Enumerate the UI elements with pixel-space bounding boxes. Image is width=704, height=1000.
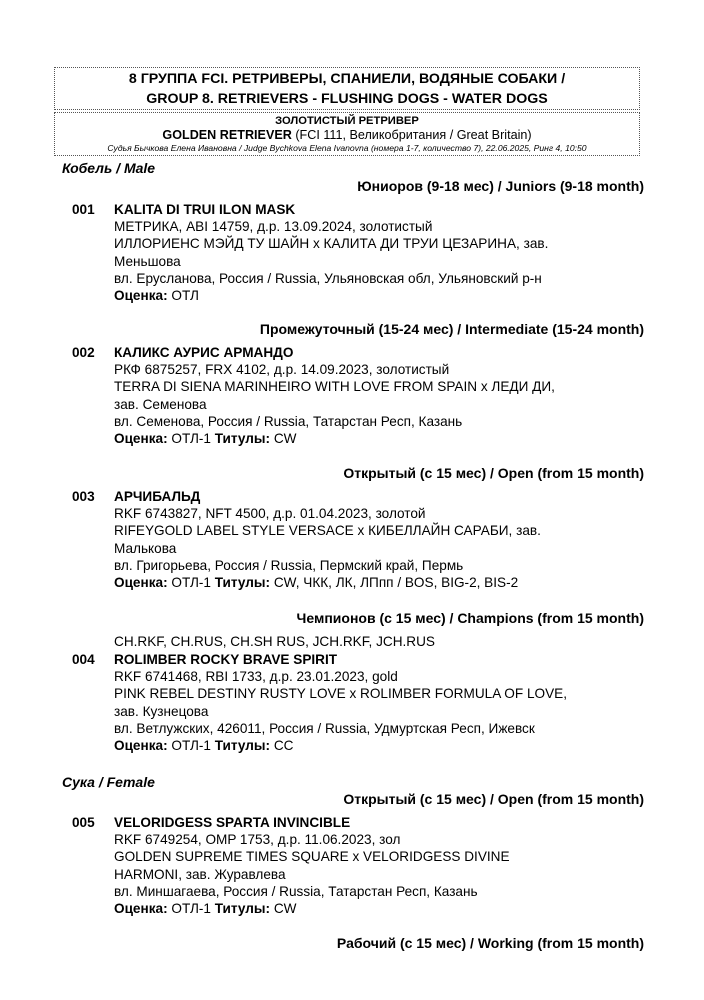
registration: RKF 6743827, NFT 4500, д.р. 01.04.2023, золотой bbox=[114, 506, 426, 522]
owner: вл. Ветлужских, 426011, Россия / Russia, Удмуртская Респ, Ижевск bbox=[114, 720, 535, 736]
grade-label: Оценка: bbox=[114, 901, 168, 917]
group-header-box bbox=[54, 67, 640, 110]
entry-004 bbox=[72, 651, 652, 754]
section-female: Сука / Female bbox=[62, 774, 155, 790]
entry-002 bbox=[72, 344, 652, 447]
dog-name: VELORIDGESS SPARTA INVINCIBLE bbox=[114, 815, 351, 830]
titles-label: Титулы: bbox=[214, 901, 271, 917]
owner: вл. Семенова, Россия / Russia, Татарстан Респ, Казань bbox=[114, 413, 463, 429]
entry-004-pre-titles: CH.RKF, CH.RUS, CH.SH RUS, JCH.RKF, JCH.RUS bbox=[114, 634, 435, 649]
section-male: Кобель / Male bbox=[62, 160, 156, 176]
dog-name: АРЧИБАЛЬД bbox=[114, 489, 201, 504]
class-open-female: Открытый (с 15 мес) / Open (from 15 month) bbox=[343, 791, 644, 807]
entry-number: 003 bbox=[72, 489, 95, 504]
entry-number: 001 bbox=[72, 202, 95, 217]
registration: RKF 6749254, OMP 1753, д.р. 11.06.2023, зол bbox=[114, 832, 401, 848]
parents-line2: HARMONI, зав. Журавлева bbox=[114, 866, 286, 882]
grade-value: ОТЛ-1 bbox=[171, 431, 211, 447]
class-juniors: Юниоров (9-18 мес) / Juniors (9-18 month) bbox=[357, 178, 644, 194]
grade-label: Оценка: bbox=[114, 738, 168, 754]
titles-label: Титулы: bbox=[214, 738, 271, 754]
registration: РКФ 6875257, FRX 4102, д.р. 14.09.2023, золотистый bbox=[114, 362, 450, 378]
class-working: Рабочий (с 15 мес) / Working (from 15 month) bbox=[336, 935, 644, 951]
grade-value: ОТЛ bbox=[171, 288, 199, 304]
titles-value: CW bbox=[273, 901, 297, 917]
dog-name: КАЛИКС АУРИС АРМАНДО bbox=[114, 345, 294, 360]
dog-name: ROLIMBER ROCKY BRAVE SPIRIT bbox=[114, 652, 338, 667]
group-title-line1: 8 ГРУППА FCI. РЕТРИВЕРЫ, СПАНИЕЛИ, ВОДЯНЫЕ СОБАКИ / bbox=[128, 71, 566, 87]
grade-label: Оценка: bbox=[114, 431, 168, 447]
breed-name-ru: ЗОЛОТИСТЫЙ РЕТРИВЕР bbox=[275, 115, 419, 127]
registration: МЕТРИКА, ABI 14759, д.р. 13.09.2024, золотистый bbox=[114, 219, 433, 235]
parents-line2: зав. Кузнецова bbox=[114, 703, 209, 719]
entry-number: 002 bbox=[72, 345, 95, 360]
parents-line1: GOLDEN SUPREME TIMES SQUARE х VELORIDGESS DIVINE bbox=[114, 849, 510, 865]
class-intermediate: Промежуточный (15-24 мес) / Intermediate (15-24 month) bbox=[259, 321, 644, 337]
grade-line bbox=[114, 737, 652, 754]
parents-line1: RIFEYGOLD LABEL STYLE VERSACE х КИБЕЛЛАЙН САРАБИ, зав. bbox=[114, 523, 541, 539]
parents-line1: TERRA DI SIENA MARINHEIRO WITH LOVE FROM SPAIN х ЛЕДИ ДИ, bbox=[114, 379, 555, 395]
breed-header-box bbox=[54, 112, 640, 156]
entry-005 bbox=[72, 814, 652, 917]
entry-003 bbox=[72, 488, 652, 591]
titles-value: CW, ЧКК, ЛК, ЛПпп / BOS, BIG-2, BIS-2 bbox=[273, 575, 519, 591]
grade-value: ОТЛ-1 bbox=[171, 738, 211, 754]
titles-value: CC bbox=[273, 738, 294, 754]
titles-label: Титулы: bbox=[214, 575, 271, 591]
grade-line bbox=[114, 430, 652, 447]
grade-line bbox=[114, 900, 652, 917]
class-open-male: Открытый (с 15 мес) / Open (from 15 month) bbox=[343, 465, 644, 481]
grade-value: ОТЛ-1 bbox=[171, 901, 211, 917]
owner: вл. Ерусланова, Россия / Russia, Ульяновская обл, Ульяновский р-н bbox=[114, 270, 542, 286]
parents-line2: Меньшова bbox=[114, 253, 181, 269]
owner: вл. Миншагаева, Россия / Russia, Татарстан Респ, Казань bbox=[114, 883, 478, 899]
parents-line1: PINK REBEL DESTINY RUSTY LOVE х ROLIMBER FORMULA OF LOVE, bbox=[114, 686, 567, 702]
grade-label: Оценка: bbox=[114, 288, 168, 304]
class-champions: Чемпионов (с 15 мес) / Champions (from 15 month) bbox=[296, 610, 644, 626]
entry-number: 005 bbox=[72, 815, 95, 830]
grade-value: ОТЛ-1 bbox=[171, 575, 211, 591]
dog-name: KALITA DI TRUI ILON MASK bbox=[114, 202, 296, 217]
judge-info: Судья Бычкова Елена Ивановна / Judge Bychkova Elena Ivanovna (номера 1-7, количество 7), 22.06.2025, Ринг 4, 10:50 bbox=[107, 143, 587, 153]
entry-number: 004 bbox=[72, 652, 95, 667]
grade-label: Оценка: bbox=[114, 575, 168, 591]
breed-name-en bbox=[55, 128, 639, 143]
parents-line1: ИЛЛОРИЕНС МЭЙД ТУ ШАЙН х КАЛИТА ДИ ТРУИ ЦЕЗАРИНА, зав. bbox=[114, 236, 549, 252]
entry-001 bbox=[72, 201, 652, 304]
grade-line bbox=[114, 574, 652, 591]
parents-line2: Малькова bbox=[114, 540, 177, 556]
parents-line2: зав. Семенова bbox=[114, 396, 207, 412]
group-title-line2: GROUP 8. RETRIEVERS - FLUSHING DOGS - WATER DOGS bbox=[146, 91, 548, 107]
breed-origin: (FCI 111, Великобритания / Great Britain) bbox=[291, 128, 532, 142]
breed-name-en-bold: GOLDEN RETRIEVER bbox=[162, 128, 292, 142]
owner: вл. Григорьева, Россия / Russia, Пермский край, Пермь bbox=[114, 557, 464, 573]
titles-label: Титулы: bbox=[214, 431, 271, 447]
grade-line bbox=[114, 287, 652, 304]
titles-value: CW bbox=[273, 431, 297, 447]
registration: RKF 6741468, RBI 1733, д.р. 23.01.2023, gold bbox=[114, 669, 398, 685]
